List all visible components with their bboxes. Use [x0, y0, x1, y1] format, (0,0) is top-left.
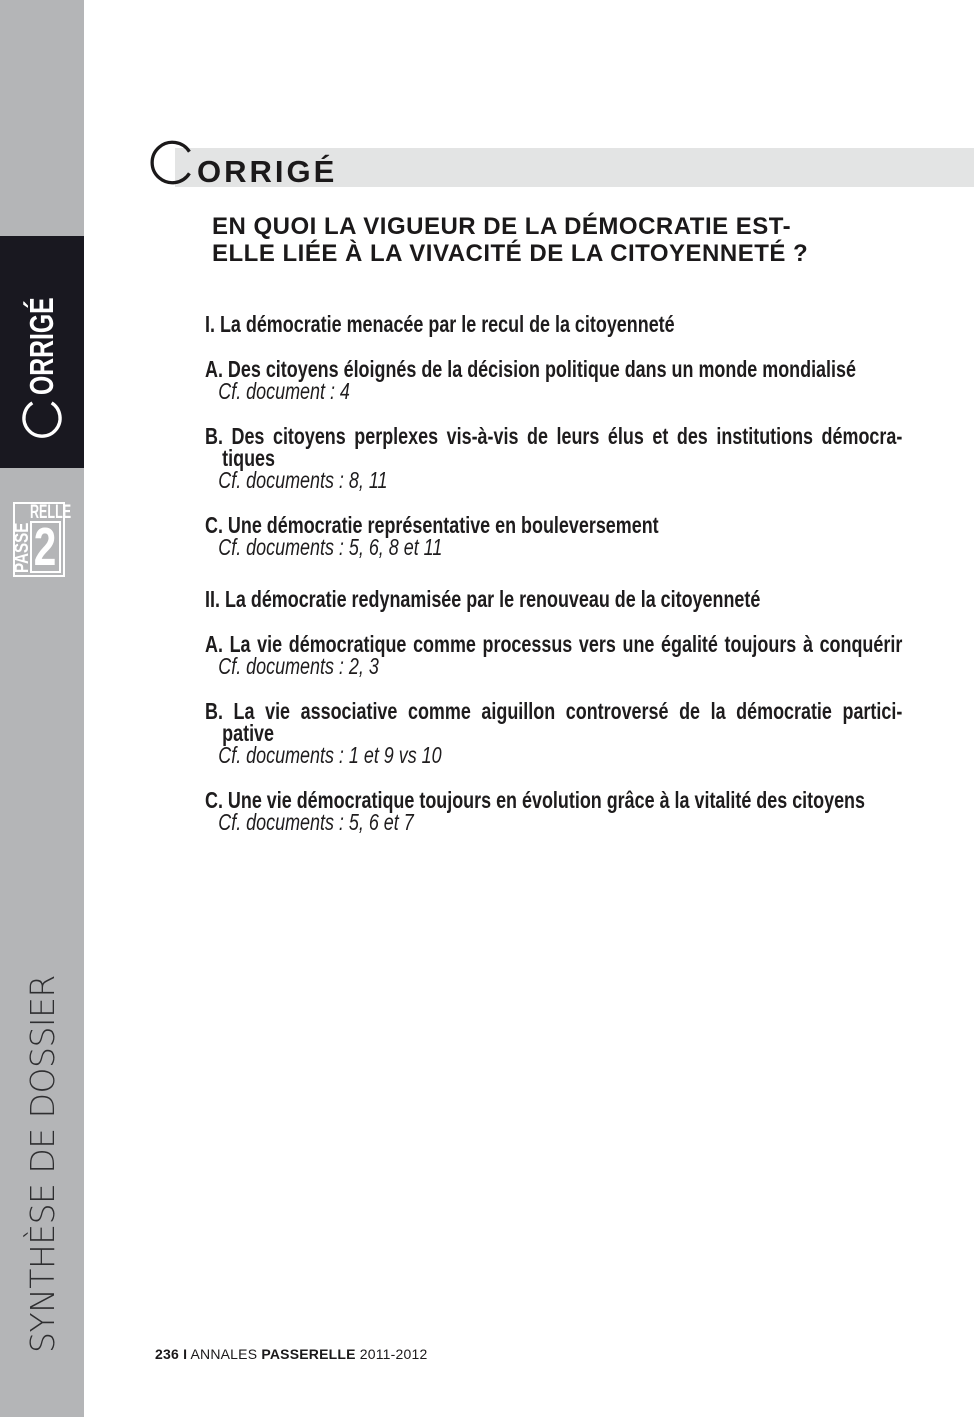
outline-line: pative — [222, 720, 275, 746]
outline-line: B. Des citoyens perplexes vis-à-vis de leurs élus et des institutions démocra- — [205, 423, 903, 449]
outline-item — [205, 789, 902, 833]
outline-label: C. — [205, 512, 223, 538]
outline-label: C. — [205, 787, 223, 813]
sidebar-corrige-tab — [0, 236, 84, 468]
outline-label: II. — [205, 586, 220, 612]
page-title-line2: ELLE LIÉE À LA VIVACITÉ DE LA CITOYENNETÉ ? — [212, 240, 809, 267]
passerelle-logo — [12, 502, 72, 577]
outline-line: I. La démocratie menacée par le recul de la citoyenneté — [205, 311, 675, 337]
footer-annales: ANNALES — [190, 1346, 258, 1362]
outline-label: A. — [205, 356, 223, 382]
outline-line: C. Une vie démocratique toujours en évolution grâce à la vitalité des citoyens — [205, 787, 865, 813]
corrige-outline — [205, 313, 902, 856]
outline-section — [205, 588, 902, 610]
outline-document-ref: Cf. documents : 1 et 9 vs 10 — [218, 742, 442, 768]
outline-section — [205, 313, 902, 335]
footer-brand: PASSERELLE — [261, 1346, 356, 1362]
outline-item — [205, 514, 902, 558]
logo-number-box — [30, 517, 61, 577]
outline-line: A. Des citoyens éloignés de la décision politique dans un monde mondialisé — [205, 356, 856, 382]
outline-line: A. La vie démocratique comme processus vers une égalité toujours à conquérir — [205, 631, 903, 657]
footer-page-number: 236 — [155, 1346, 179, 1362]
outline-label: B. — [205, 423, 223, 449]
sidebar-section-label-wrap — [0, 950, 84, 1355]
page-title-line1: EN QUOI LA VIGUEUR DE LA DÉMOCRATIE EST- — [212, 213, 792, 240]
logo-number: 2 — [34, 517, 57, 577]
page-title — [212, 213, 912, 267]
outline-line: tiques — [222, 445, 275, 471]
outline-document-ref: Cf. documents : 5, 6, 8 et 11 — [218, 534, 443, 560]
logo-text-passe-wrap — [12, 521, 33, 573]
outline-item — [205, 358, 902, 402]
outline-label: A. — [205, 631, 223, 657]
outline-document-ref: Cf. documents : 2, 3 — [218, 653, 379, 679]
outline-item — [205, 700, 902, 766]
logo-text-relle: RELLE — [30, 502, 72, 523]
sidebar-section-label: SYNTHÈSE DE DOSSIER — [22, 975, 62, 1353]
header-big-c-letter-icon — [149, 139, 196, 186]
outline-line: II. La démocratie redynamisée par le renouveau de la citoyenneté — [205, 586, 761, 612]
outline-document-ref: Cf. document : 4 — [218, 378, 350, 404]
footer-separator: I — [183, 1346, 188, 1362]
outline-label: B. — [205, 698, 223, 724]
sidebar-tab-label: ORRIGÉ — [23, 297, 60, 396]
outline-label: I. — [205, 311, 215, 337]
big-c-letter-icon — [21, 397, 63, 439]
outline-document-ref: Cf. documents : 5, 6 et 7 — [218, 809, 414, 835]
header-title: ORRIGÉ — [197, 154, 338, 189]
outline-document-ref: Cf. documents : 8, 11 — [218, 467, 388, 493]
outline-item — [205, 633, 902, 677]
outline-line: B. La vie associative comme aiguillon controversé de la démocratie partici- — [205, 698, 903, 724]
outline-item — [205, 425, 902, 491]
logo-text-passe: PASSE — [12, 522, 33, 573]
outline-line: C. Une démocratie représentative en bouleversement — [205, 512, 659, 538]
footer-years: 2011-2012 — [359, 1346, 428, 1362]
sidebar — [0, 0, 84, 1417]
page-footer — [155, 1346, 427, 1362]
